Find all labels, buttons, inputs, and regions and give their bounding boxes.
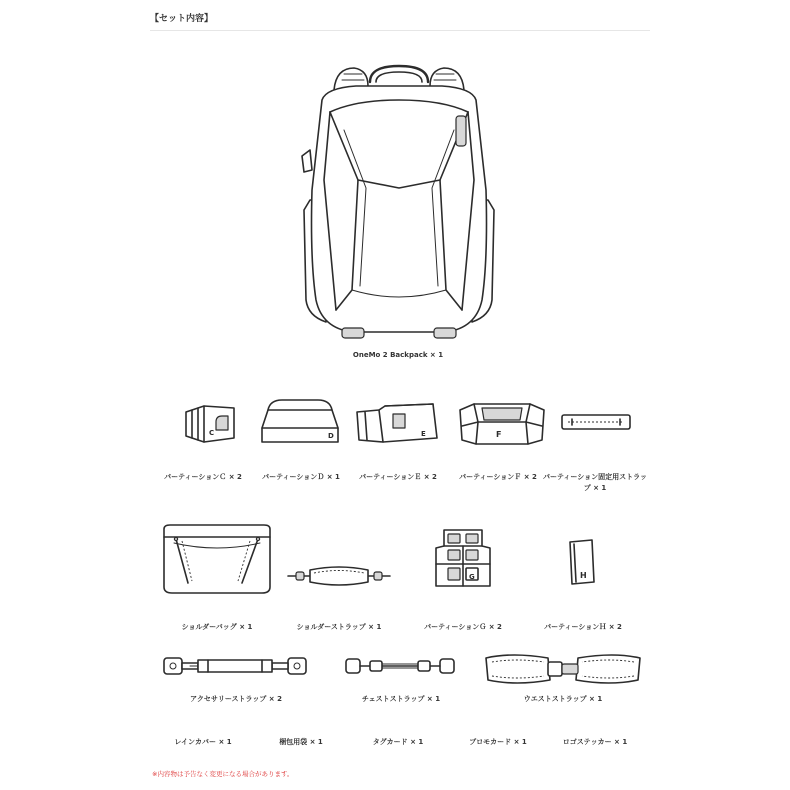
chest-strap-illustration xyxy=(344,656,458,676)
partition-fixing-strap-caption: パーティーション固定用ストラップ × 1 xyxy=(542,473,648,492)
svg-text:C: C xyxy=(209,429,215,437)
svg-text:F: F xyxy=(496,430,502,439)
partition-fixing-strap-illustration xyxy=(560,412,632,432)
partition-g-caption: パーティーションＧ × 2 xyxy=(424,623,502,631)
shoulder-bag-illustration xyxy=(162,523,272,595)
svg-text:E: E xyxy=(421,430,426,438)
svg-text:G: G xyxy=(469,573,475,581)
partition-f-caption: パーティーションＦ × 2 xyxy=(459,473,537,481)
partition-g-illustration xyxy=(434,528,492,592)
partition-f-illustration xyxy=(456,400,548,446)
partition-h-illustration xyxy=(566,538,598,586)
shoulder-strap-caption: ショルダーストラップ × 1 xyxy=(296,623,382,631)
accessory-strap-illustration xyxy=(162,654,308,678)
logo-sticker-caption: ロゴステッカー × 1 xyxy=(562,738,628,746)
shoulder-strap-illustration xyxy=(286,562,392,588)
backpack-illustration xyxy=(296,60,502,342)
tag-card-caption: タグカード × 1 xyxy=(372,738,424,746)
chest-strap-caption: チェストストラップ × 1 xyxy=(361,695,441,703)
section-title: 【セット内容】 xyxy=(150,14,214,24)
rain-cover-caption: レインカバー × 1 xyxy=(174,738,232,746)
packing-bag-caption: 梱包用袋 × 1 xyxy=(279,738,323,746)
partition-d-illustration xyxy=(258,398,342,446)
partition-c-illustration xyxy=(182,402,238,444)
accessory-strap-caption: アクセサリーストラップ × 2 xyxy=(190,695,282,703)
partition-e-illustration xyxy=(355,400,439,444)
partition-h-caption: パーティーションＨ × 2 xyxy=(544,623,622,631)
svg-text:D: D xyxy=(328,432,334,440)
contents-notice: ※内容物は予告なく変更になる場合があります。 xyxy=(152,770,294,778)
partition-d-caption: パーティーションＤ × 1 xyxy=(262,473,340,481)
backpack-caption: OneMo 2 Backpack × 1 xyxy=(352,351,444,359)
waist-strap-illustration xyxy=(482,652,644,686)
partition-c-caption: パーティーションＣ × 2 xyxy=(164,473,242,481)
waist-strap-caption: ウエストストラップ × 1 xyxy=(523,695,603,703)
shoulder-bag-caption: ショルダーバッグ × 1 xyxy=(181,623,253,631)
partition-e-caption: パーティーションＥ × 2 xyxy=(359,473,437,481)
header-divider xyxy=(150,30,650,31)
svg-text:H: H xyxy=(580,571,587,580)
promo-card-caption: プロモカード × 1 xyxy=(469,738,527,746)
